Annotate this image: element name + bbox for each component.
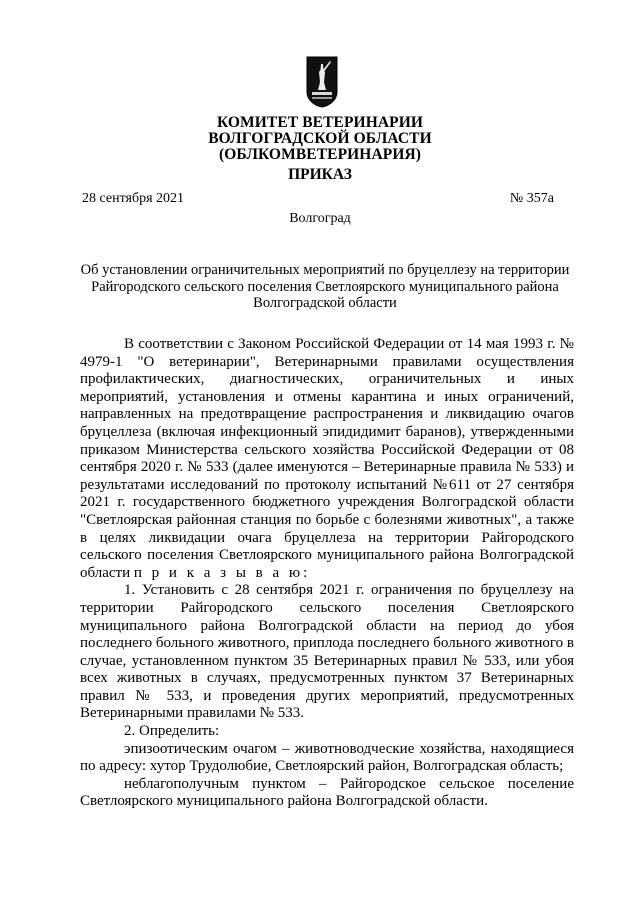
order-subject: Об установлении ограничительных мероприятий по бруцеллезу на территории Райгородского сельского поселения Светлоярского муниципального района Волгоградской области [80,262,570,311]
order-number: № 357а [509,191,554,206]
order-word: п р и к а з ы в а ю: [133,564,311,581]
preamble-paragraph [80,336,574,582]
header-line-1: КОМИТЕТ ВЕТЕРИНАРИИ [216,114,424,131]
order-date: 28 сентября 2021 [82,191,185,206]
item-paragraph-2: 2. Определить: [124,723,220,740]
item-paragraph-3: эпизоотическим очагом – животноводческие хозяйства, находящиеся по адресу: хутор Трудолюбие, Светлоярский район, Волгоградская область; [80,740,574,775]
doc-type-title: ПРИКАЗ [288,166,352,183]
preamble-text: В соответствии с Законом Российской Федерации от 14 мая 1993 г. № 4979-1 "О ветеринарии", Ветеринарными правилами осуществления профилактических, диагностических, ограничительных и иных мероприятий, установления и отмены карантина и иных ограничений, направленных на предотвращение распространения и ликвидацию очагов бруцеллеза (включая инфекционный эпидидимит баранов), утвержденными приказом Министерства сельского хозяйства Российской Федерации от 08 сентября 2020 г. № 533 (далее именуются – Ветеринарные правила № 533) и результатами исследований по протоколу испытаний №611 от 27 сентября 2021 г. государственного бюджетного учреждения Волгоградской области "Светлоярская районная станция по борьбе с болезнями животных", а также в целях ликвидации очага бруцеллеза на территории Райгородского сельского поселения Светлоярского муниципального района Волгоградской области [80,336,574,581]
order-body [80,336,574,811]
item-paragraph-1: 1. Установить с 28 сентября 2021 г. ограничения по бруцеллезу на территории Райгородского сельского поселения Светлоярского муниципального района Волгоградской области на период до убоя последнего больного животного, приплода последнего больного животного в случае, установленном пунктом 35 Ветеринарных правил № 533, или убоя всех животных в случаях, предусмотренных пунктом 37 Ветеринарных правил № 533, и проведения других мероприятий, предусмотренных Ветеринарными правилами № 533. [80,582,574,722]
item-paragraph-4: неблагополучным пунктом – Райгородское сельское поселение Светлоярского муниципального района Волгоградской области. [80,775,574,810]
city: Волгоград [289,211,351,226]
header-line-3: (ОБЛКОМВЕТЕРИНАРИЯ) [218,146,422,163]
header-line-2: ВОЛГОГРАДСКОЙ ОБЛАСТИ [208,130,432,147]
volgograd-emblem-icon [306,56,338,108]
